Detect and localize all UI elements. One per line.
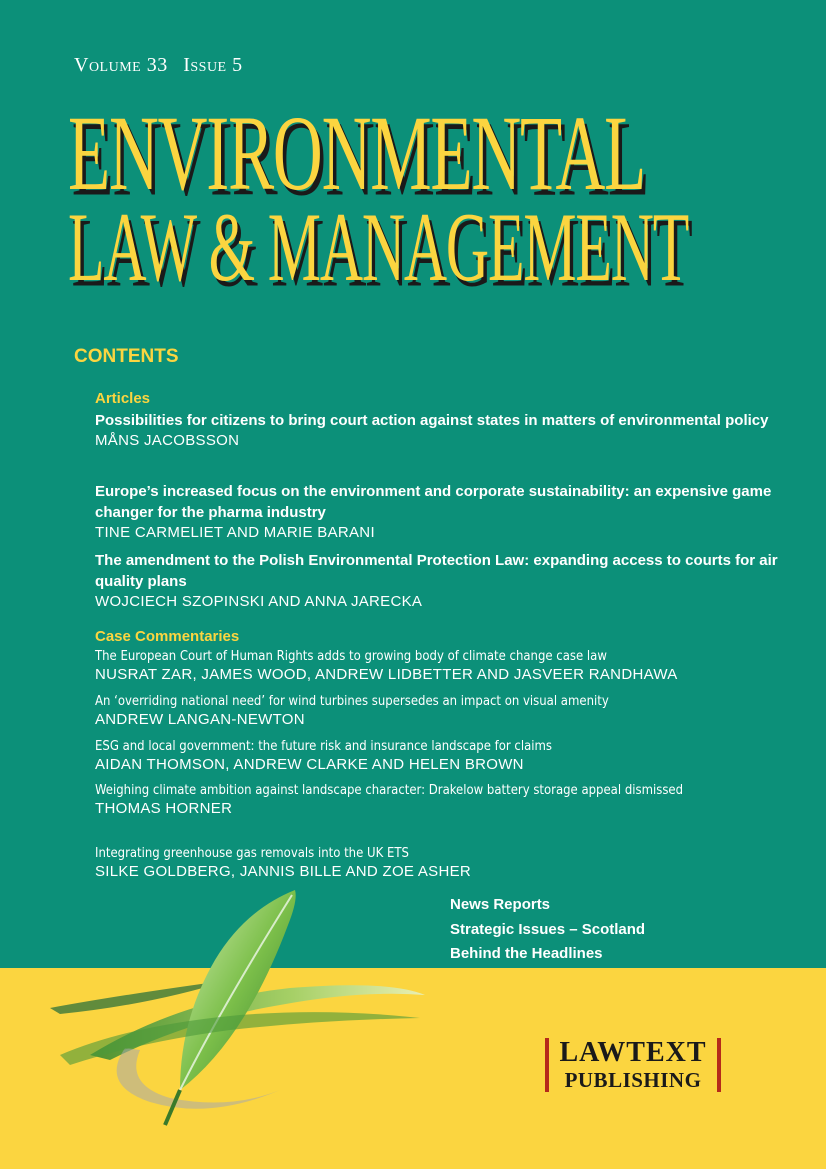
article-author: WOJCIECH SZOPINSKI AND ANNA JARECKA bbox=[95, 593, 423, 610]
articles-heading: Articles bbox=[95, 390, 151, 407]
article-title: Europe’s increased focus on the environment and corporate sustainability: an expensive game changer for the pharma industry bbox=[95, 483, 772, 521]
volume-label: Volume 33 bbox=[74, 54, 168, 76]
commentary-title: ESG and local government: the future risk and insurance landscape for claims bbox=[95, 739, 552, 754]
commentary-entry bbox=[95, 783, 715, 819]
commentary-author: ANDREW LANGAN-NEWTON bbox=[95, 711, 305, 728]
commentary-title: The European Court of Human Rights adds to growing body of climate change case law bbox=[95, 649, 607, 664]
article-entry bbox=[95, 481, 805, 543]
article-entry bbox=[95, 410, 805, 451]
article-author: MÅNS JACOBSSON bbox=[95, 432, 240, 449]
commentary-entry bbox=[95, 649, 805, 685]
journal-title-line2: LAW & MANAGEMENT bbox=[68, 194, 689, 303]
journal-title-line1: ENVIRONMENTAL bbox=[68, 92, 646, 213]
commentary-author: AIDAN THOMSON, ANDREW CLARKE AND HELEN BROWN bbox=[95, 756, 524, 773]
extra-news-reports: News Reports bbox=[450, 896, 551, 913]
issue-label: Issue 5 bbox=[183, 54, 243, 76]
commentary-author: NUSRAT ZAR, JAMES WOOD, ANDREW LIDBETTER AND JASVEER RANDHAWA bbox=[95, 666, 678, 683]
commentary-title: Weighing climate ambition against landscape character: Drakelow battery storage appeal dismissed bbox=[95, 783, 684, 798]
commentary-author: SILKE GOLDBERG, JANNIS BILLE AND ZOE ASHER bbox=[95, 863, 472, 880]
commentary-author: THOMAS HORNER bbox=[95, 800, 233, 817]
article-entry bbox=[95, 550, 805, 612]
article-author: TINE CARMELIET AND MARIE BARANI bbox=[95, 524, 375, 541]
commentary-entry bbox=[95, 846, 805, 882]
commentaries-heading: Case Commentaries bbox=[95, 628, 240, 645]
publisher-line1: LAWTEXT bbox=[545, 1038, 721, 1068]
publisher-line2: PUBLISHING bbox=[545, 1068, 721, 1092]
extra-strategic-issues: Strategic Issues – Scotland bbox=[450, 921, 646, 938]
commentary-entry bbox=[95, 694, 805, 730]
publisher-logo bbox=[545, 1038, 721, 1092]
leaf-orbit-logo-icon bbox=[30, 880, 450, 1130]
extra-behind-headlines: Behind the Headlines bbox=[450, 945, 603, 962]
article-title: The amendment to the Polish Environmental Protection Law: expanding access to courts for air quality plans bbox=[95, 552, 778, 590]
commentary-title: Integrating greenhouse gas removals into the UK ETS bbox=[95, 846, 409, 861]
contents-heading: CONTENTS bbox=[74, 346, 179, 367]
commentary-entry bbox=[95, 739, 805, 775]
volume-issue bbox=[74, 54, 253, 77]
commentary-title: An ‘overriding national need’ for wind turbines supersedes an impact on visual amenity bbox=[95, 694, 609, 709]
article-title: Possibilities for citizens to bring court action against states in matters of environmental policy bbox=[95, 412, 769, 429]
